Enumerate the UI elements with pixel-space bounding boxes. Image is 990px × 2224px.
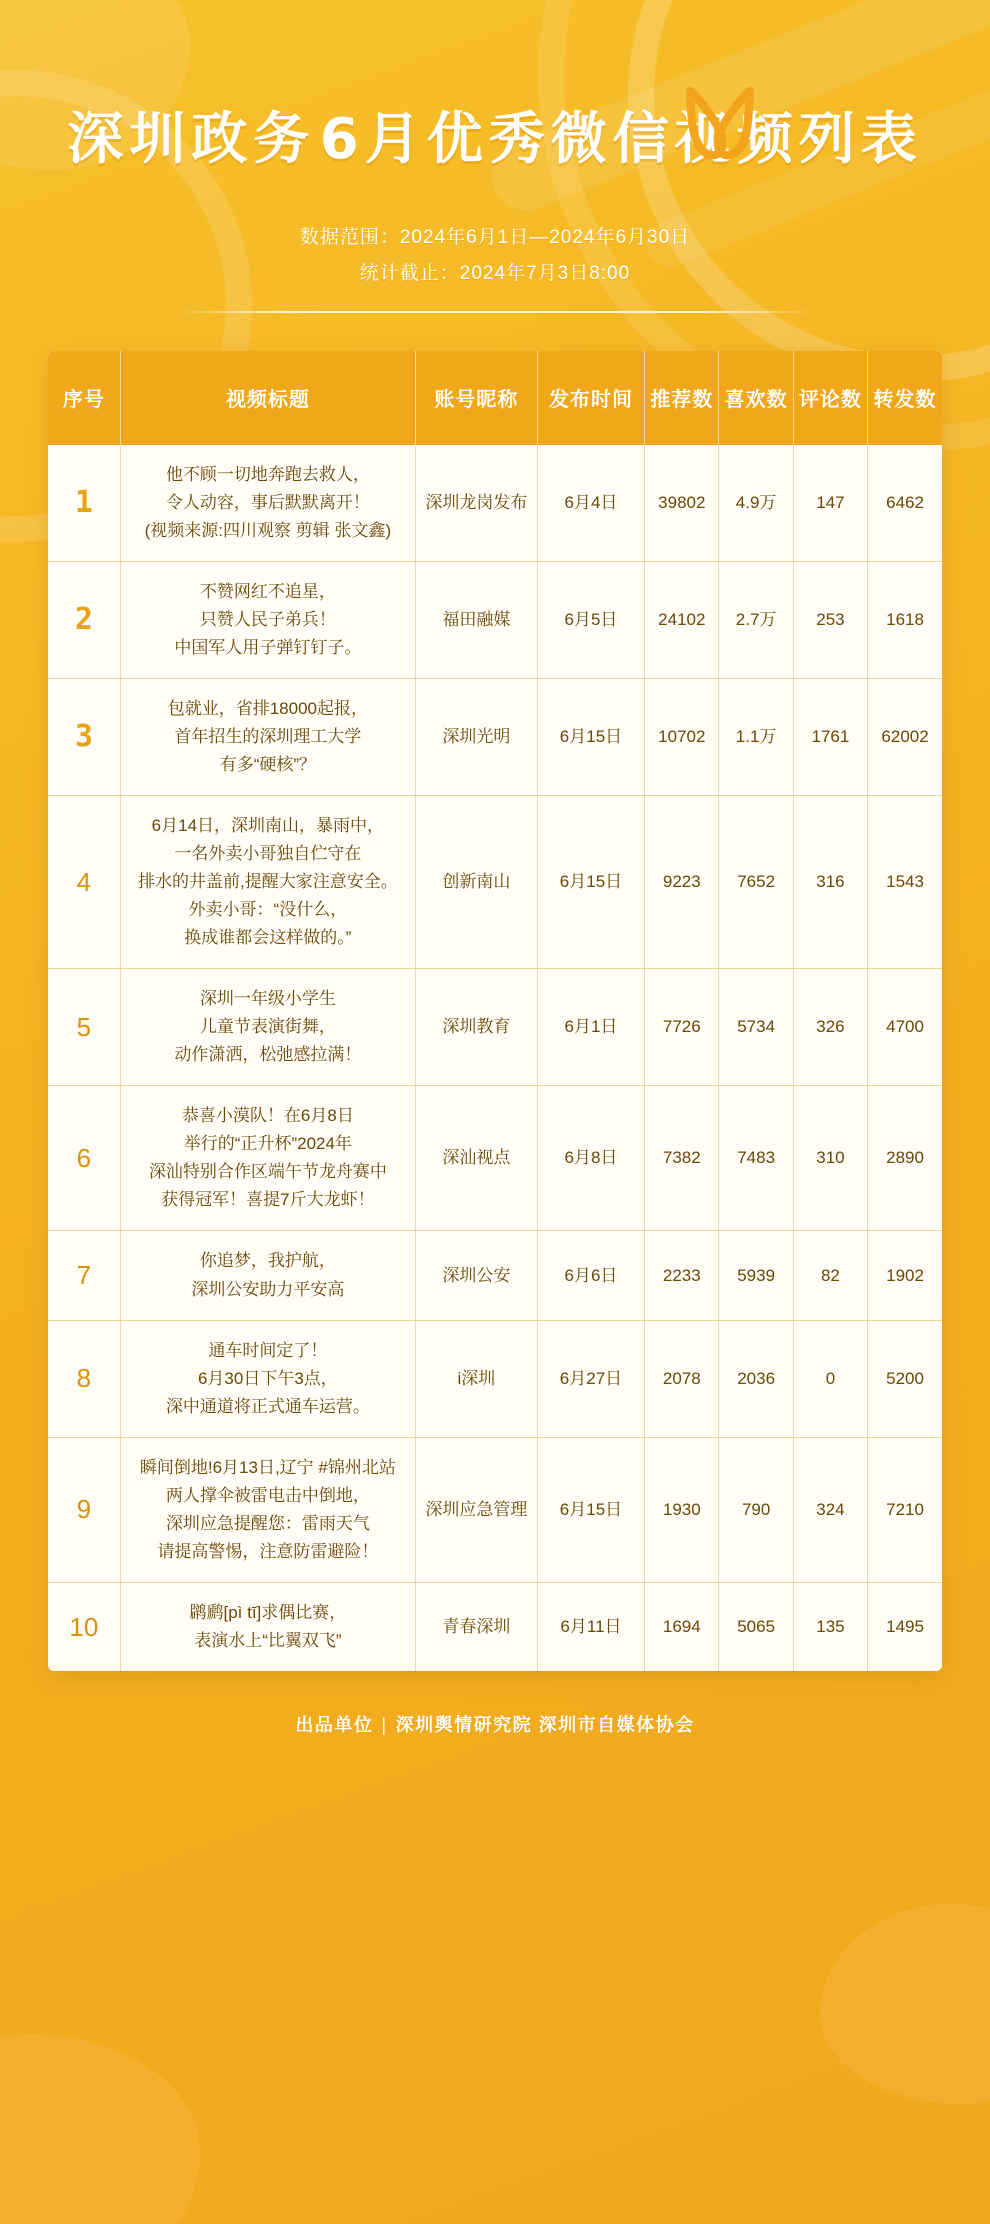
video-title-line: 深中通道将正式通车运营。 [165,1396,370,1416]
cell-likes: 5939 [719,1231,793,1320]
cell-comments: 135 [793,1582,867,1671]
video-title-line: 中国军人用子弹钉钉子。 [174,637,362,657]
meta-info [48,220,942,292]
cell-index [48,445,120,562]
column-header-comments: 评论数 [793,351,867,445]
table-body [48,445,942,1672]
rank-number: 10 [69,1611,99,1642]
cell-recommend: 1694 [645,1582,719,1671]
video-title-line: 令人动容，事后默默离开！ [165,492,370,512]
poster-header [48,0,942,313]
cell-shares: 1543 [868,795,942,968]
cell-index [48,795,120,968]
cell-account: 深汕视点 [415,1086,537,1231]
video-title-line: 排水的井盖前,提醒大家注意安全。 [138,872,398,892]
video-title-line: 获得冠军！喜提7斤大龙虾！ [161,1190,375,1210]
rank-number: 1 [74,484,93,520]
cell-recommend: 7726 [645,969,719,1086]
cell-date: 6月8日 [537,1086,644,1231]
rank-number: 9 [76,1494,92,1525]
footer-separator: | [381,1715,388,1735]
cell-likes: 7483 [719,1086,793,1231]
table-row [48,445,942,562]
cell-date: 6月15日 [537,795,644,968]
cell-date: 6月11日 [537,1582,644,1671]
video-title-line: (视频来源:四川观察 剪辑 张文鑫) [144,520,392,540]
cell-index [48,1582,120,1671]
cell-date: 6月6日 [537,1231,644,1320]
cell-video-title [120,445,415,562]
cell-date: 6月15日 [537,1437,644,1582]
video-title-line: 外卖小哥：“没什么， [188,900,348,920]
cell-recommend: 9223 [645,795,719,968]
video-title-line: 只赞人民子弟兵！ [199,609,336,629]
video-title-line: 包就业，省排18000起报， [167,698,368,718]
table-row [48,969,942,1086]
cell-account: 深圳公安 [415,1231,537,1320]
table-row [48,795,942,968]
video-title-line: 䴙䴘[pì tī]求偶比赛， [189,1602,347,1622]
table-row [48,1231,942,1320]
cell-recommend: 24102 [645,561,719,678]
meta-date-range: 数据范围：2024年6月1日—2024年6月30日 [299,227,691,249]
cell-recommend: 2078 [645,1320,719,1437]
cell-shares: 6462 [868,445,942,562]
video-title-line: 6月30日下午3点， [197,1368,338,1388]
cell-account: 深圳应急管理 [415,1437,537,1582]
video-title-line: 深汕特别合作区端午节龙舟赛中 [148,1162,387,1182]
cell-shares: 4700 [868,969,942,1086]
video-title-line: 一名外卖小哥独自伫守在 [174,843,362,863]
cell-likes: 5734 [719,969,793,1086]
cell-comments: 253 [793,561,867,678]
cell-date: 6月5日 [537,561,644,678]
header-divider [175,311,815,313]
cell-likes: 4.9万 [719,445,793,562]
video-title-line: 深圳应急提醒您：雷雨天气 [165,1513,370,1533]
cell-video-title [120,561,415,678]
video-title-line: 举行的“正升杯”2024年 [183,1134,352,1154]
cell-index [48,1086,120,1231]
meta-cutoff: 统计截止：2024年7月3日8:00 [359,263,631,285]
cell-account: 深圳光明 [415,678,537,795]
video-title-line: 他不顾一切地奔跑去救人， [165,464,370,484]
table-row [48,561,942,678]
ranking-table [48,351,942,1672]
video-title-line: 两人撑伞被雷电击中倒地， [165,1485,370,1505]
cell-recommend: 2233 [645,1231,719,1320]
table-row [48,1086,942,1231]
video-title-line: 首年招生的深圳理工大学 [174,726,362,746]
cell-video-title [120,1320,415,1437]
cell-date: 6月4日 [537,445,644,562]
cell-index [48,678,120,795]
cell-likes: 1.1万 [719,678,793,795]
video-title-line: 瞬间倒地!6月13日,辽宁 #锦州北站 [139,1457,396,1477]
cell-index [48,969,120,1086]
column-header-title: 视频标题 [120,351,415,445]
footer-org-1: 深圳舆情研究院 [395,1715,533,1735]
cell-shares: 1902 [868,1231,942,1320]
table-row [48,1320,942,1437]
cell-video-title [120,795,415,968]
footer-label: 出品单位 [295,1715,374,1735]
video-title-line: 通车时间定了！ [208,1340,328,1360]
ranking-table-card [48,351,942,1672]
cell-likes: 2.7万 [719,561,793,678]
cell-comments: 324 [793,1437,867,1582]
butterfly-logo-icon [674,78,766,170]
cell-shares: 7210 [868,1437,942,1582]
cell-comments: 82 [793,1231,867,1320]
video-title-line: 表演水上“比翼双飞” [194,1630,342,1650]
cell-recommend: 1930 [645,1437,719,1582]
page-title-main: 深圳政务 [67,107,316,172]
cell-likes: 7652 [719,795,793,968]
cell-account: 创新南山 [415,795,537,968]
cell-account: 福田融媒 [415,561,537,678]
rank-number: 4 [76,866,92,897]
cell-comments: 316 [793,795,867,968]
cell-account: 深圳教育 [415,969,537,1086]
column-header-shares: 转发数 [868,351,942,445]
cell-comments: 0 [793,1320,867,1437]
cell-recommend: 10702 [645,678,719,795]
cell-video-title [120,1231,415,1320]
video-title-line: 恭喜小漠队！在6月8日 [181,1106,354,1126]
rank-number: 6 [76,1142,92,1173]
video-title-line: 请提高警惕，注意防雷避险！ [157,1541,379,1561]
cell-index [48,1437,120,1582]
cell-shares: 62002 [868,678,942,795]
video-title-line: 儿童节表演街舞， [199,1017,336,1037]
cell-video-title [120,1437,415,1582]
video-title-line: 换成谁都会这样做的。” [184,928,352,948]
cell-account: 青春深圳 [415,1582,537,1671]
cell-shares: 5200 [868,1320,942,1437]
cell-recommend: 7382 [645,1086,719,1231]
cell-date: 6月1日 [537,969,644,1086]
cell-index [48,1231,120,1320]
cell-date: 6月27日 [537,1320,644,1437]
column-header-recommend: 推荐数 [645,351,719,445]
rank-number: 2 [74,601,93,637]
cell-shares: 2890 [868,1086,942,1231]
rank-number: 5 [76,1011,92,1042]
cell-video-title [120,678,415,795]
cell-index [48,1320,120,1437]
table-header-row [48,351,942,445]
cell-comments: 310 [793,1086,867,1231]
poster-footer [48,1711,942,1737]
rank-number: 7 [76,1260,92,1291]
video-title-line: 6月14日，深圳南山，暴雨中， [151,815,385,835]
cell-shares: 1618 [868,561,942,678]
table-row [48,678,942,795]
cell-comments: 147 [793,445,867,562]
footer-org-2: 深圳市自媒体协会 [538,1715,695,1735]
table-header [48,351,942,445]
cell-index [48,561,120,678]
video-title-line: 有多“硬核”？ [219,754,317,774]
cell-date: 6月15日 [537,678,644,795]
cell-account: 深圳龙岗发布 [415,445,537,562]
cell-comments: 1761 [793,678,867,795]
rank-number: 3 [74,719,93,755]
page-title-sub: 6月优秀微信视频列表 [319,107,923,172]
cell-likes: 790 [719,1437,793,1582]
column-header-account: 账号昵称 [415,351,537,445]
cell-likes: 5065 [719,1582,793,1671]
cell-video-title [120,1086,415,1231]
video-title-line: 深圳一年级小学生 [199,989,336,1009]
cell-video-title [120,1582,415,1671]
cell-likes: 2036 [719,1320,793,1437]
table-row [48,1582,942,1671]
table-row [48,1437,942,1582]
video-title-line: 不赞网红不追星， [199,581,336,601]
video-title-line: 动作潇洒，松弛感拉满！ [174,1045,362,1065]
cell-recommend: 39802 [645,445,719,562]
cell-account: i深圳 [415,1320,537,1437]
cell-video-title [120,969,415,1086]
column-header-index: 序号 [48,351,120,445]
cell-shares: 1495 [886,1616,924,1636]
video-title-line: 你追梦，我护航， [199,1251,336,1271]
column-header-date: 发布时间 [537,351,644,445]
cell-comments: 326 [793,969,867,1086]
video-title-line: 深圳公安助力平安高 [191,1279,345,1299]
rank-number: 8 [76,1363,92,1394]
column-header-likes: 喜欢数 [719,351,793,445]
